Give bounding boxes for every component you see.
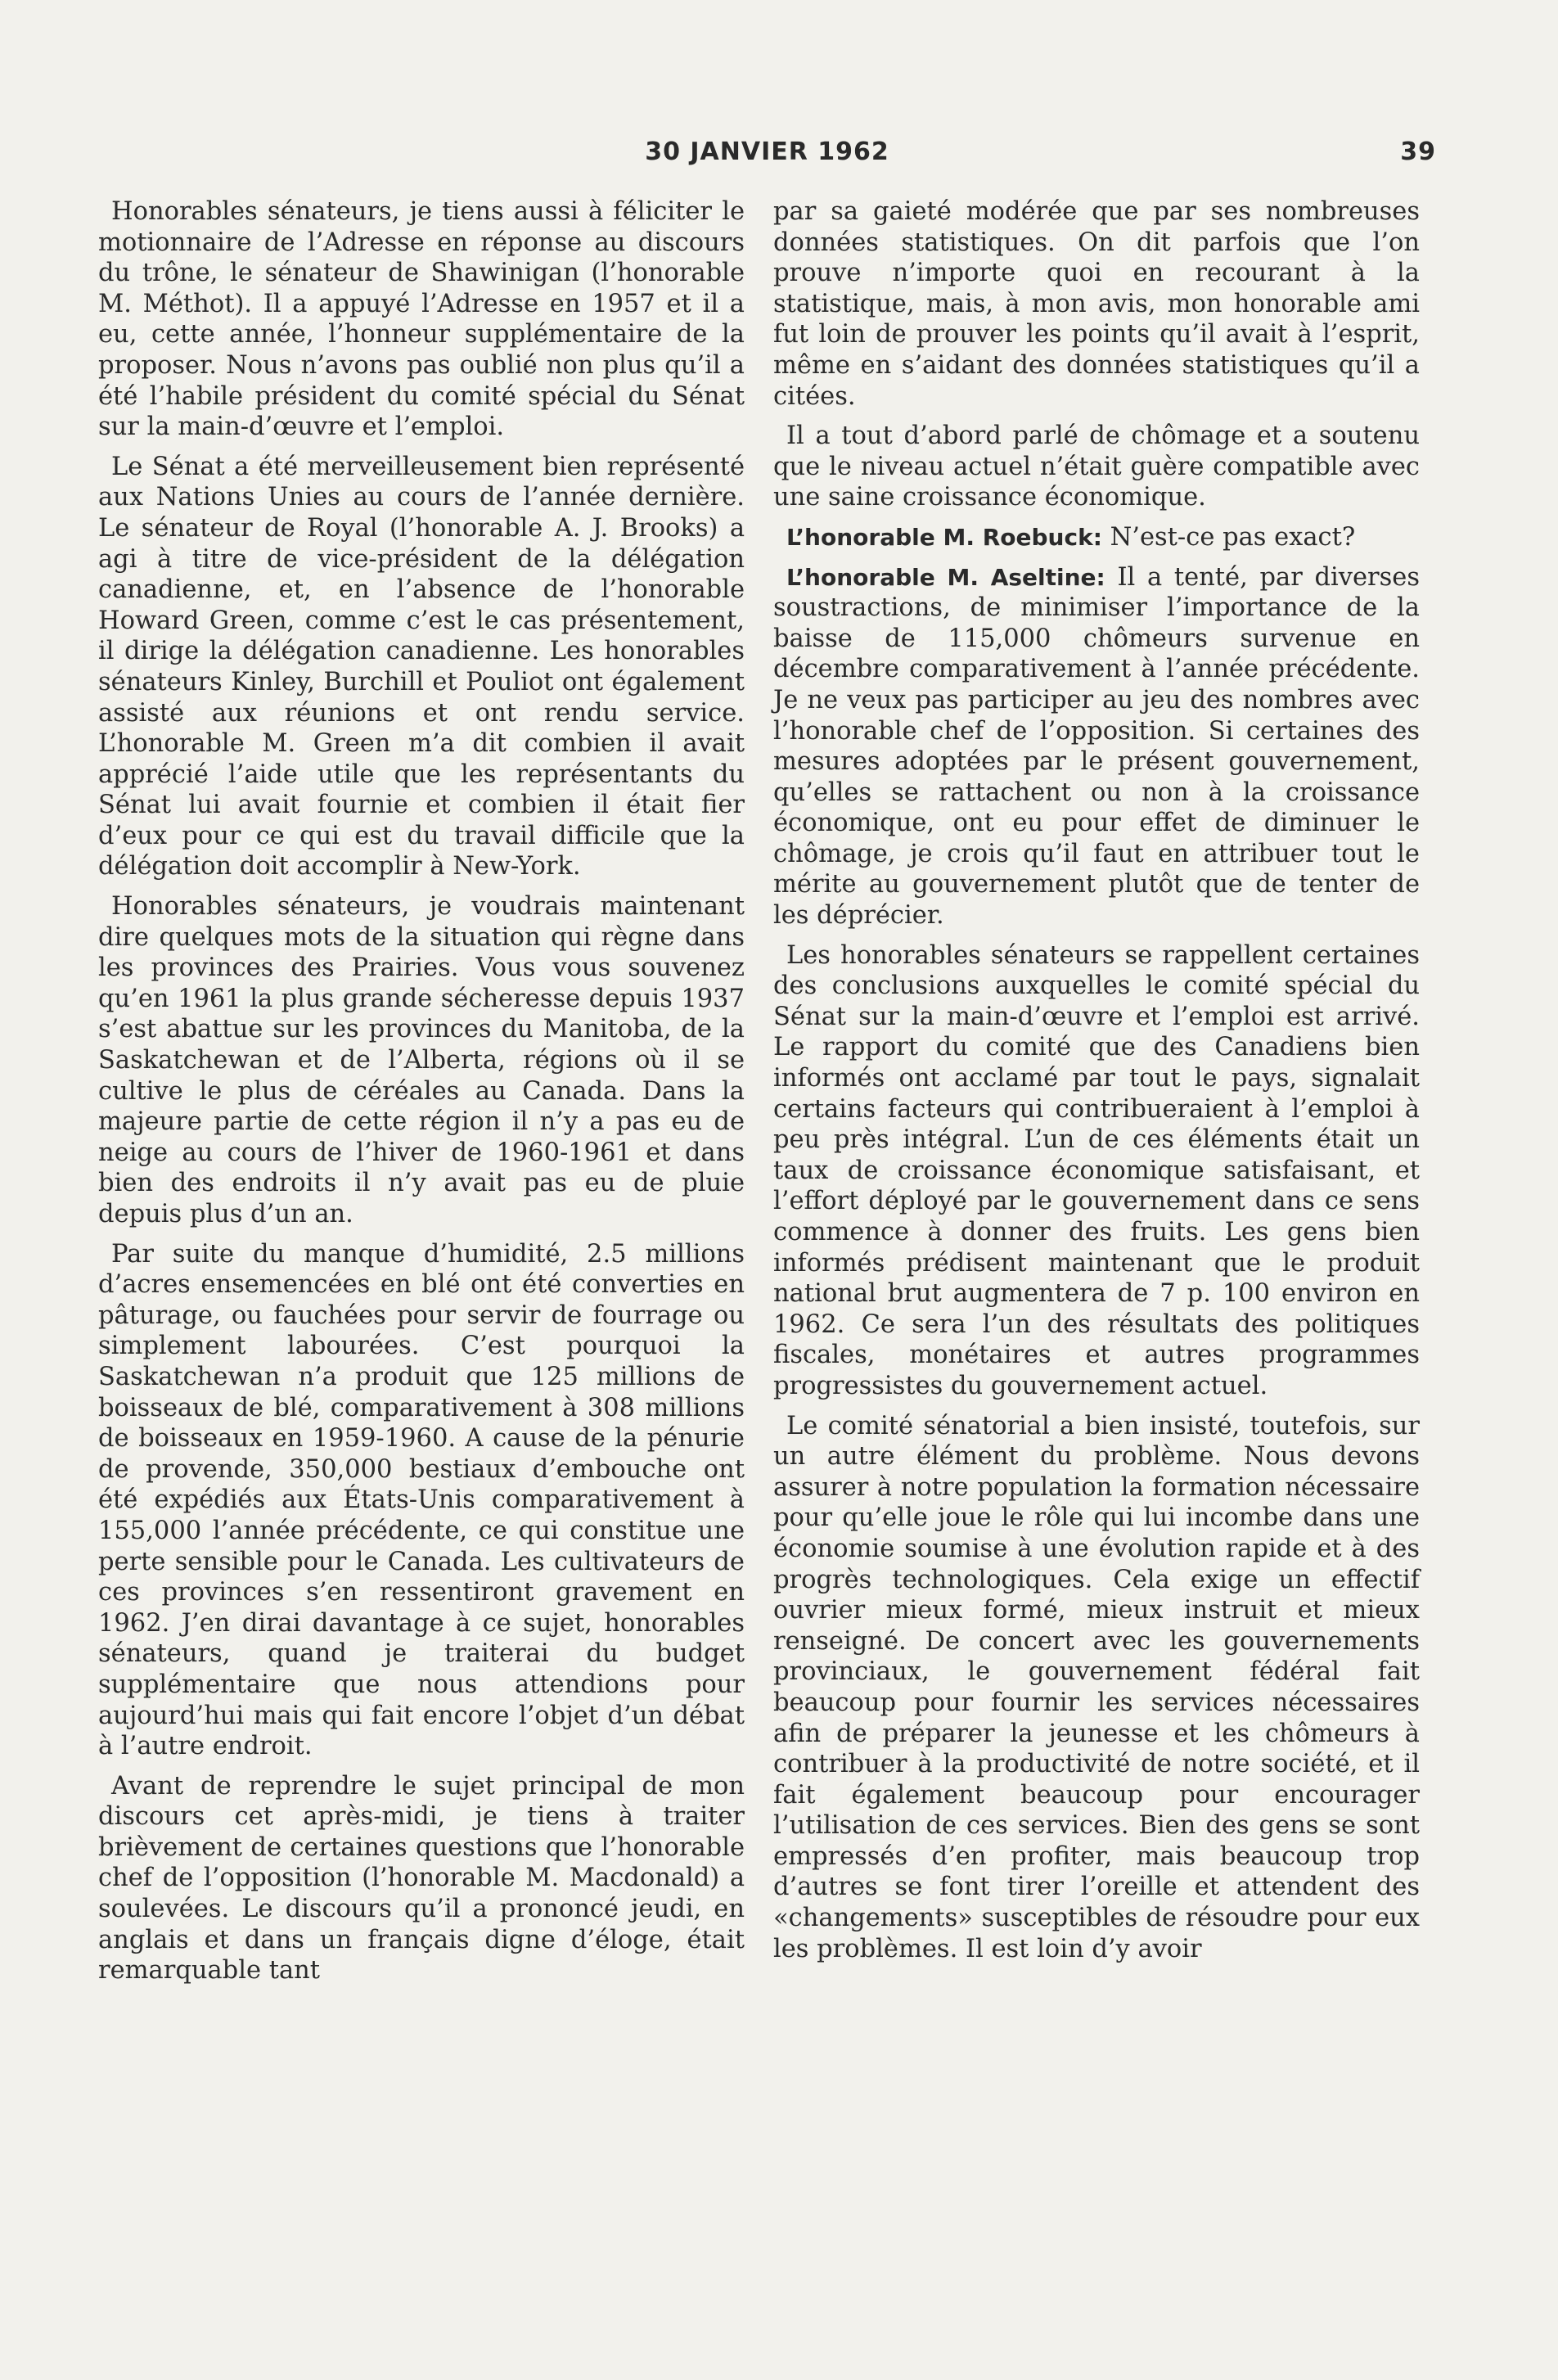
page-number: 39 xyxy=(1400,137,1436,166)
speech-paragraph xyxy=(773,522,1420,553)
paragraph: Honorables sénateurs, je tiens aussi à féliciter le motionnaire de l’Adresse en réponse au discours du trône, le sénateur de Shawinigan (l’honorable M. Méthot). Il a appuyé l’Adresse en 1957 et il a eu, cette année, l’honneur supplémentaire de la proposer. Nous n’avons pas oublié non plus qu’il a été l’habile président du comité spécial du Sénat sur la main-d’œuvre et l’emploi. xyxy=(98,197,745,442)
paragraph: par sa gaieté modérée que par ses nombreuses données statistiques. On dit parfois que l’on prouve n’importe quoi en recourant à la statistique, mais, à mon avis, mon honorable ami fut loin de prouver les points qu’il avait à l’esprit, même en s’aidant des données statistiques qu’il a citées. xyxy=(773,197,1420,411)
paragraph: Honorables sénateurs, je voudrais maintenant dire quelques mots de la situation qui règne dans les provinces des Prairies. Vous vous souvenez qu’en 1961 la plus grande sécheresse depuis 1937 s’est abattue sur les provinces du Manitoba, de la Saskatchewan et de l’Alberta, régions où il se cultive le plus de céréales au Canada. Dans la majeure partie de cette région il n’y a pas eu de neige au cours de l’hiver de 1960-1961 et dans bien des endroits il n’y avait pas eu de pluie depuis plus d’un an. xyxy=(98,892,745,1228)
paragraph: Il a tout d’abord parlé de chômage et a soutenu que le niveau actuel n’était guère compatible avec une saine croissance économique. xyxy=(773,421,1420,512)
speech-text: N’est-ce pas exact? xyxy=(1110,522,1356,552)
header-date: 30 JANVIER 1962 xyxy=(645,137,889,166)
running-header xyxy=(98,131,1436,172)
left-column xyxy=(98,196,745,1995)
speaker-name: L’honorable M. Aseltine: xyxy=(786,563,1105,591)
speaker-name: L’honorable M. Roebuck: xyxy=(786,523,1102,551)
speech-text: Il a tenté, par diverses soustractions, de minimiser l’importance de la baisse de 115,000 chômeurs survenue en décembre comparativement à l’année précédente. Je ne veux pas participer au jeu des nombres avec l’honorable chef de l’opposition. Si certaines des mesures adoptées par le présent gouvernement, qu’elles se rattachent ou non à la croissance économique, ont eu pour effet de diminuer le chômage, je crois qu’il faut en attribuer tout le mérite au gouvernement plutôt que de tenter de les déprécier. xyxy=(773,562,1420,931)
paragraph: Les honorables sénateurs se rappellent certaines des conclusions auxquelles le comité spécial du Sénat sur la main-d’œuvre et l’emploi est arrivé. Le rapport du comité que des Canadiens bien informés ont acclamé par tout le pays, signalait certains facteurs qui contribueraient à l’emploi à peu près intégral. L’un de ces éléments était un taux de croissance économique satisfaisant, et l’effort déployé par le gouvernement dans ce sens commence à donner des fruits. Les gens bien informés prédisent maintenant que le produit national brut augmentera de 7 p. 100 environ en 1962. Ce sera l’un des résultats des politiques fiscales, monétaires et autres programmes progressistes du gouvernement actuel. xyxy=(773,940,1420,1400)
right-column xyxy=(773,196,1420,1973)
paragraph: Avant de reprendre le sujet principal de mon discours cet après-midi, je tiens à traiter brièvement de certaines questions que l’honorable chef de l’opposition (l’honorable M. Macdonald) a soulevées. Le discours qu’il a prononcé jeudi, en anglais et dans un français digne d’éloge, était remarquable tant xyxy=(98,1771,745,1986)
speech-paragraph xyxy=(773,562,1420,931)
paragraph: Par suite du manque d’humidité, 2.5 millions d’acres ensemencées en blé ont été converties en pâturage, ou fauchées pour servir de fourrage ou simplement labourées. C’est pourquoi la Saskatchewan n’a produit que 125 millions de boisseaux de blé, comparativement à 308 millions de boisseaux en 1959-1960. A cause de la pénurie de provende, 350,000 bestiaux d’embouche ont été expédiés aux États-Unis comparativement à 155,000 l’année précédente, ce qui constitue une perte sensible pour le Canada. Les cultivateurs de ces provinces s’en ressentiront gravement en 1962. J’en dirai davantage à ce sujet, honorables sénateurs, quand je traiterai du budget supplémentaire que nous attendions pour aujourd’hui mais qui fait encore l’objet d’un débat à l’autre endroit. xyxy=(98,1239,745,1761)
paragraph: Le comité sénatorial a bien insisté, toutefois, sur un autre élément du problème. Nous devons assurer à notre population la formation nécessaire pour qu’elle joue le rôle qui lui incombe dans une économie soumise à une évolution rapide et à des progrès technologiques. Cela exige un effectif ouvrier mieux formé, mieux instruit et mieux renseigné. De concert avec les gouvernements provinciaux, le gouvernement fédéral fait beaucoup pour fournir les services nécessaires afin de préparer la jeunesse et les chômeurs à contribuer à la productivité de notre société, et il fait également beaucoup pour encourager l’utilisation de ces services. Bien des gens se sont empressés d’en profiter, mais beaucoup trop d’autres se font tirer l’oreille et attendent des «changements» susceptibles de résoudre pour eux les problèmes. Il est loin d’y avoir xyxy=(773,1411,1420,1963)
paragraph: Le Sénat a été merveilleusement bien représenté aux Nations Unies au cours de l’année dernière. Le sénateur de Royal (l’honorable A. J. Brooks) a agi à titre de vice-président de la délégation canadienne, et, en l’absence de l’honorable Howard Green, comme c’est le cas présentement, il dirige la délégation canadienne. Les honorables sénateurs Kinley, Burchill et Pouliot ont également assisté aux réunions et ont rendu service. L’honorable M. Green m’a dit combien il avait apprécié l’aide utile que les représentants du Sénat lui avait fournie et combien il était fier d’eux pour ce qui est du travail difficile que la délégation doit accomplir à New-York. xyxy=(98,452,745,881)
